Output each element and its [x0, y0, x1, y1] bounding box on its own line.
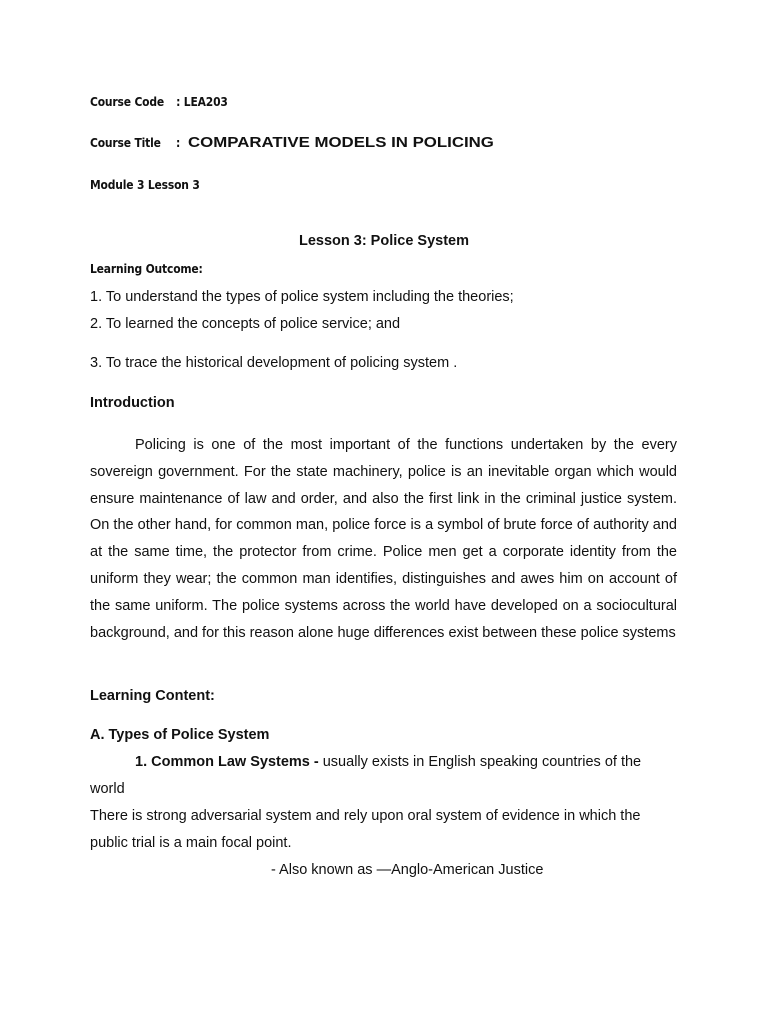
common-law-continuation: world [90, 781, 125, 797]
course-title-value: COMPARATIVE MODELS IN POLICING [188, 135, 494, 151]
outcome-item-1: 1. To understand the types of police system including the theories; [90, 289, 514, 305]
course-code-row [90, 93, 228, 111]
also-known-as: - Also known as —Anglo-American Justice [271, 862, 544, 878]
adversarial-line-1: There is strong adversarial system and rely upon oral system of evidence in which the [90, 808, 641, 824]
common-law-item [135, 753, 641, 771]
course-code-label: Course Code [90, 94, 165, 109]
common-law-text: usually exists in English speaking countries of the [318, 754, 642, 770]
course-title-label: Course Title [90, 135, 161, 150]
learning-content-heading: Learning Content: [90, 688, 215, 704]
adversarial-line-2: public trial is a main focal point. [90, 835, 292, 851]
course-title-separator: : [176, 135, 181, 150]
outcome-item-3: 3. To trace the historical development of policing system . [90, 355, 458, 371]
common-law-label: 1. Common Law Systems - [135, 754, 319, 770]
introduction-heading: Introduction [90, 395, 175, 411]
learning-outcome-heading: Learning Outcome: [90, 261, 203, 276]
module-label: Module 3 Lesson 3 [90, 177, 200, 192]
outcome-item-2: 2. To learned the concepts of police service; and [90, 316, 401, 332]
course-title-row [90, 134, 494, 152]
lesson-title: Lesson 3: Police System [298, 233, 470, 249]
introduction-paragraph: Policing is one of the most important of the functions undertaken by the every sovereign government. For the state machinery, police is an inevitable organ which would ensure maintenance of law and order, and also the first link in the criminal justice system. On the other hand, for common man, police force is a symbol of brute force of authority and at the same time, the protector from crime. Police men get a corporate identity from the uniform they wear; the common man identifies, distinguishes and awes him on account of the same uniform. The police systems across the world have developed on a sociocultural background, and for this reason alone huge differences exist between these police systems [90, 437, 677, 641]
section-a-heading: A. Types of Police System [90, 727, 270, 743]
course-code-value: : LEA203 [176, 94, 228, 109]
